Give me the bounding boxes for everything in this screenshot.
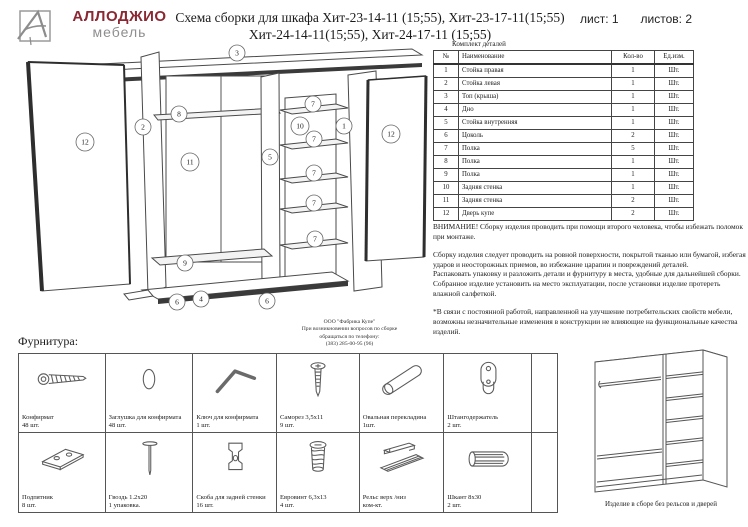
assembly-notices bbox=[433, 222, 746, 344]
callout-6-bottom bbox=[259, 293, 275, 309]
hardware-qty: 48 шт. bbox=[108, 421, 127, 429]
hardware-qty: 2 шт. bbox=[447, 421, 462, 429]
col-qty: Кол-во bbox=[612, 51, 655, 65]
cell: Полка bbox=[459, 156, 612, 169]
confirmat-screw-icon bbox=[19, 354, 105, 404]
hardware-title: Фурнитура: bbox=[18, 334, 79, 348]
hardware-qty: 48 шт. bbox=[22, 421, 40, 429]
callout-7 bbox=[307, 231, 323, 247]
cell: Задняя стенка bbox=[459, 195, 612, 208]
hardware-item-oval-rod bbox=[360, 354, 445, 433]
hardware-empty-cell bbox=[532, 433, 557, 512]
hardware-item-screw bbox=[277, 354, 360, 433]
col-name: Наименование bbox=[459, 51, 612, 65]
table-row bbox=[434, 64, 694, 78]
brand-logo-icon bbox=[16, 7, 56, 47]
hardware-item-eurovint bbox=[277, 433, 360, 512]
hardware-empty-cell bbox=[532, 354, 557, 433]
cell: 9 bbox=[434, 169, 459, 182]
cell: Полка bbox=[459, 143, 612, 156]
page-title bbox=[160, 10, 580, 44]
parts-table-header bbox=[434, 51, 694, 65]
brand-name: АЛЛОДЖИО bbox=[72, 8, 167, 25]
callout-number: 5 bbox=[268, 152, 272, 162]
design-change-note: *В связи с постоянной работой, направленной на улучшение потребительских свойств мебели, возможны незначительные изменения в конструкции не влияющие на функциональные качества изделий. bbox=[433, 306, 738, 336]
hardware-item-cap bbox=[106, 354, 194, 433]
cell: Дно bbox=[459, 104, 612, 117]
table-row bbox=[434, 169, 694, 182]
hardware-qty: 4 шт. bbox=[280, 501, 295, 509]
contact-company: ООО "Фабрика Купе" bbox=[323, 319, 376, 325]
hardware-qty: 1шт. bbox=[362, 421, 376, 429]
cell: 8 bbox=[434, 156, 459, 169]
callout-number: 7 bbox=[312, 168, 316, 178]
contact-note2: обращаться по телефону: bbox=[319, 333, 380, 340]
brand-sub: мебель bbox=[92, 23, 147, 40]
cell: 1 bbox=[612, 117, 655, 130]
cell: 1 bbox=[612, 91, 655, 104]
manufacturer-contact bbox=[262, 319, 437, 348]
sheets-total: листов: 2 bbox=[640, 12, 693, 26]
cell: Шт. bbox=[655, 156, 694, 169]
cell: Шт. bbox=[655, 195, 694, 208]
back-bracket-icon bbox=[193, 433, 276, 483]
cell: Полка bbox=[459, 169, 612, 182]
callout-number: 7 bbox=[312, 198, 316, 208]
callout-number: 11 bbox=[186, 157, 194, 167]
cell: 2 bbox=[434, 78, 459, 91]
cell: Топ (крыша) bbox=[459, 91, 612, 104]
cell: 1 bbox=[434, 64, 459, 78]
oval-rod-icon bbox=[360, 354, 444, 404]
cell: Шт. bbox=[655, 169, 694, 182]
hardware-name: Конфирмат bbox=[22, 413, 54, 421]
callout-8 bbox=[171, 106, 187, 122]
hardware-qty: 1 шт. bbox=[196, 421, 211, 429]
table-row bbox=[434, 156, 694, 169]
cell: 1 bbox=[612, 182, 655, 195]
callout-7 bbox=[306, 131, 322, 147]
cell: 6 bbox=[434, 130, 459, 143]
cell: 1 bbox=[612, 156, 655, 169]
table-row bbox=[434, 104, 694, 117]
callout-number: 2 bbox=[141, 122, 145, 132]
cell: Шт. bbox=[655, 208, 694, 221]
cell: Цоколь bbox=[459, 130, 612, 143]
assembled-wardrobe-drawing bbox=[585, 340, 741, 498]
cell: Шт. bbox=[655, 130, 694, 143]
cell: 11 bbox=[434, 195, 459, 208]
callout-number: 7 bbox=[312, 134, 316, 144]
hardware-item-rod-holder bbox=[444, 354, 532, 433]
callout-10 bbox=[291, 117, 309, 135]
exploded-diagram bbox=[14, 44, 432, 336]
hardware-item-hex-key bbox=[193, 354, 277, 433]
notice-paragraph-2: Распаковать упаковку и разложить детали и фурнитуру в места, удобные для дальнейшей сборки. bbox=[433, 269, 741, 279]
hex-key-icon bbox=[193, 354, 276, 404]
cell: 1 bbox=[612, 78, 655, 91]
assembled-caption: Изделие в сборе без рельсов и дверей bbox=[604, 500, 718, 508]
callout-number: 6 bbox=[265, 296, 269, 306]
callout-12-right bbox=[382, 125, 400, 143]
hardware-qty: 9 шт. bbox=[280, 421, 295, 429]
hardware-name: Заглушка для конфирмата bbox=[108, 413, 182, 421]
callout-number: 1 bbox=[342, 121, 346, 131]
cell: Стойка левая bbox=[459, 78, 612, 91]
part-left-door bbox=[28, 62, 130, 291]
parts-table-caption: Комплект деталей bbox=[452, 40, 506, 48]
hardware-item-nail bbox=[106, 433, 194, 512]
cell: 2 bbox=[612, 208, 655, 221]
dowel-icon bbox=[444, 433, 531, 483]
hardware-name: Евровинт 6,3х13 bbox=[280, 493, 327, 501]
callout-7 bbox=[306, 165, 322, 181]
cell: Шт. bbox=[655, 104, 694, 117]
cell: Шт. bbox=[655, 143, 694, 156]
callout-2 bbox=[135, 119, 151, 135]
rod-holder-icon bbox=[444, 354, 531, 404]
hardware-name: Гвоздь 1.2х20 bbox=[108, 493, 148, 501]
part-back-panel bbox=[166, 76, 276, 262]
cell: 2 bbox=[612, 195, 655, 208]
table-row bbox=[434, 195, 694, 208]
cell: 4 bbox=[434, 104, 459, 117]
table-row bbox=[434, 182, 694, 195]
cell: Шт. bbox=[655, 91, 694, 104]
hardware-qty: ком-кт. bbox=[362, 501, 383, 509]
cell: 1 bbox=[612, 64, 655, 78]
table-row bbox=[434, 130, 694, 143]
eurovint-icon bbox=[277, 433, 359, 483]
cell: 7 bbox=[434, 143, 459, 156]
warning-paragraph: ВНИМАНИЕ! Сборку изделия проводить при помощи второго человека, чтобы избежать поломок при монтаже. bbox=[433, 222, 743, 241]
callout-number: 10 bbox=[296, 121, 304, 131]
notice-paragraph-1: Сборку изделия следует проводить на ровной поверхности, покрытой тканью или бумагой, избегая ударов и неосторожных приемов, во избежание царапин и повреждений деталей. bbox=[433, 249, 746, 269]
callout-5 bbox=[262, 149, 278, 165]
hardware-item-dowel bbox=[444, 433, 532, 512]
parts-table bbox=[433, 50, 694, 221]
callout-number: 4 bbox=[199, 294, 203, 304]
cell: 2 bbox=[612, 130, 655, 143]
title-line-1: Схема сборки для шкафа Хит-23-14-11 (15;55), Хит-23-17-11(15;55) bbox=[175, 10, 565, 25]
hardware-qty: 1 упаковка. bbox=[108, 501, 141, 509]
cap-icon bbox=[106, 354, 193, 404]
hardware-qty: 2 шт. bbox=[447, 501, 462, 509]
hardware-item-rail bbox=[360, 433, 445, 512]
hardware-name: Подпятник bbox=[22, 493, 53, 501]
cell: Стойка внутренняя bbox=[459, 117, 612, 130]
table-row bbox=[434, 143, 694, 156]
table-row bbox=[434, 78, 694, 91]
cell: 3 bbox=[434, 91, 459, 104]
callout-1 bbox=[336, 118, 352, 134]
foot-plate-icon bbox=[19, 433, 105, 483]
hardware-item-confirmat bbox=[19, 354, 106, 433]
table-row bbox=[434, 117, 694, 130]
callout-7 bbox=[306, 195, 322, 211]
callout-3 bbox=[229, 45, 245, 61]
callout-number: 12 bbox=[81, 137, 89, 147]
notice-paragraph-3: Собранное изделие установить на место эксплуатации, после установки изделие протереть влажной салфеткой. bbox=[433, 279, 721, 299]
table-row bbox=[434, 91, 694, 104]
cell: 10 bbox=[434, 182, 459, 195]
callout-number: 8 bbox=[177, 109, 181, 119]
hardware-name: Рельс верх /низ bbox=[362, 493, 406, 501]
hardware-item-back-bracket bbox=[193, 433, 277, 512]
hardware-item-foot-plate bbox=[19, 433, 106, 512]
callout-number: 7 bbox=[313, 234, 317, 244]
contact-note: При возникновении вопросов по сборке bbox=[301, 326, 398, 333]
cell: Стойка правая bbox=[459, 64, 612, 78]
callout-6-left bbox=[169, 294, 185, 310]
hardware-name: Штангодержатель bbox=[447, 413, 499, 421]
hardware-grid bbox=[18, 353, 558, 513]
callout-7 bbox=[305, 96, 321, 112]
callout-number: 3 bbox=[235, 48, 239, 58]
cell: Задняя стенка bbox=[459, 182, 612, 195]
cell: Шт. bbox=[655, 78, 694, 91]
col-num: № bbox=[434, 51, 459, 65]
rail-icon bbox=[360, 433, 444, 483]
callout-4 bbox=[193, 291, 209, 307]
callout-12-left bbox=[76, 133, 94, 151]
sheet-info bbox=[580, 12, 740, 26]
cell: Шт. bbox=[655, 117, 694, 130]
nail-icon bbox=[106, 433, 193, 483]
cell: Шт. bbox=[655, 182, 694, 195]
hardware-qty: 8 шт. bbox=[22, 501, 37, 509]
callout-number: 6 bbox=[175, 297, 179, 307]
cell: 1 bbox=[612, 104, 655, 117]
cell: Дверь купе bbox=[459, 208, 612, 221]
title-line-2: Хит-24-14-11(15;55), Хит-24-17-11 (15;55) bbox=[248, 26, 492, 42]
hardware-qty: 16 шт. bbox=[196, 501, 214, 509]
callout-9 bbox=[177, 255, 193, 271]
cell: 12 bbox=[434, 208, 459, 221]
hardware-name: Овальная перекладина bbox=[362, 413, 427, 421]
hardware-name: Саморез 3,5х11 bbox=[280, 413, 324, 421]
cell: 5 bbox=[612, 143, 655, 156]
hardware-name: Скоба для задней стенки bbox=[196, 493, 266, 501]
callout-number: 12 bbox=[387, 129, 395, 139]
hardware-name: Ключ для конфирмата bbox=[196, 413, 259, 421]
screw-icon bbox=[277, 354, 359, 404]
sheet-number: лист: 1 bbox=[580, 12, 619, 26]
hardware-name: Шкант 8х30 bbox=[447, 493, 482, 501]
cell: Шт. bbox=[655, 64, 694, 78]
cell: 5 bbox=[434, 117, 459, 130]
callout-number: 7 bbox=[311, 99, 315, 109]
part-right-door bbox=[366, 76, 426, 261]
contact-phone: (383) 285-00-95 (96) bbox=[325, 340, 374, 347]
cell: 1 bbox=[612, 169, 655, 182]
table-row bbox=[434, 208, 694, 221]
col-unit: Ед.изм. bbox=[655, 51, 694, 65]
callout-number: 9 bbox=[183, 258, 187, 268]
callout-11 bbox=[181, 153, 199, 171]
